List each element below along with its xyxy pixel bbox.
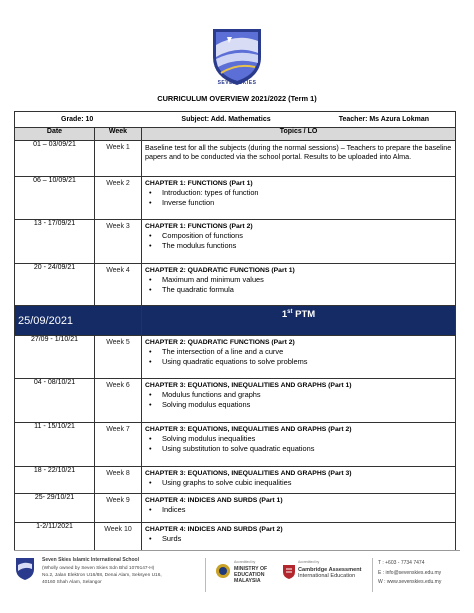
- table-row: [15, 379, 456, 423]
- row-topic: [142, 141, 456, 177]
- table-row: [15, 264, 456, 306]
- ptm-ordinal-suffix: st: [287, 309, 293, 315]
- moe-name: [234, 567, 267, 585]
- list-item: • Using substitution to solve quadratic equations: [145, 444, 452, 454]
- row-week: Week 1: [95, 141, 142, 177]
- row-week: Week 3: [95, 220, 142, 264]
- row-topic: [142, 177, 456, 220]
- row-topic: [142, 523, 456, 551]
- chapter-title: CHAPTER 4: INDICES AND SURDS (Part 1): [145, 497, 283, 504]
- chapter-title: CHAPTER 2: QUADRATIC FUNCTIONS (Part 1): [145, 267, 295, 274]
- row-date: 11 - 15/10/21: [15, 423, 95, 467]
- subject-label: Subject: Add. Mathematics: [181, 116, 271, 123]
- curriculum-table: [14, 111, 456, 551]
- table-row: [15, 494, 456, 523]
- chapter-title: CHAPTER 3: EQUATIONS, INEQUALITIES AND GRAPHS (Part 3): [145, 470, 352, 477]
- column-header-week: Week: [95, 128, 142, 141]
- cambridge-name-line: Cambridge Assessment: [298, 567, 362, 573]
- table-row: [15, 423, 456, 467]
- school-line: (Wholly owned by Seven Skies Sdn Bhd 1079147-H): [42, 565, 155, 571]
- teacher-label: Teacher: Ms Azura Lokman: [338, 116, 429, 123]
- school-address: [42, 557, 197, 586]
- cambridge-name-line: International Education: [298, 573, 356, 580]
- footer-separator: [372, 558, 373, 592]
- ptm-label: [142, 306, 456, 336]
- row-text: Baseline test for all the subjects (during the normal sessions) – Teachers to prepare the baseline papers and to be conducted via the school portal. Results to be uploaded into Alma.: [145, 143, 452, 162]
- row-date: 01 – 03/09/21: [15, 141, 95, 177]
- row-date: 06 – 10/09/21: [15, 177, 95, 220]
- list-item: • Inverse function: [145, 198, 452, 208]
- ptm-text: PTM: [292, 309, 316, 321]
- school-line: No.2, Jalan Elektron U16/88, Denai Alam, Seksyen U16,: [42, 572, 162, 578]
- row-date: 04 - 08/10/21: [15, 379, 95, 423]
- grade-label: Grade: 10: [61, 116, 94, 123]
- chapter-title: CHAPTER 3: EQUATIONS, INEQUALITIES AND GRAPHS (Part 2): [145, 426, 352, 433]
- row-topic: [142, 264, 456, 306]
- cambridge-shield-icon: [282, 564, 296, 580]
- row-week: Week 2: [95, 177, 142, 220]
- row-week: Week 9: [95, 494, 142, 523]
- table-row: [15, 336, 456, 379]
- school-line: 40160 Shah Alam, Selangor: [42, 579, 102, 585]
- ptm-date: 25/09/2021: [15, 306, 142, 336]
- page-footer: [0, 550, 474, 613]
- table-row: [15, 220, 456, 264]
- list-item: • Introduction: types of function: [145, 188, 452, 198]
- cambridge-accreditation: [282, 560, 366, 586]
- moe-name-line: MALAYSIA: [234, 577, 261, 584]
- list-item: • The quadratic formula: [145, 285, 452, 295]
- list-item: • Maximum and minimum values: [145, 275, 452, 285]
- row-date: 13 - 17/09/21: [15, 220, 95, 264]
- row-topic: [142, 379, 456, 423]
- contact-phone: T : +603 - 7734 7474: [378, 560, 425, 566]
- table-row: [15, 141, 456, 177]
- chapter-title: CHAPTER 2: QUADRATIC FUNCTIONS (Part 2): [145, 339, 295, 346]
- row-week: Week 7: [95, 423, 142, 467]
- moe-name-line: EDUCATION: [234, 571, 265, 578]
- row-week: Week 4: [95, 264, 142, 306]
- table-row: [15, 467, 456, 494]
- list-item: • Solving modulus equations: [145, 400, 452, 410]
- list-item: • Using graphs to solve cubic inequalities: [145, 478, 452, 488]
- list-item: • Using quadratic equations to solve problems: [145, 357, 452, 367]
- list-item: • Indices: [145, 505, 452, 515]
- column-header-topics: Topics / LO: [142, 128, 456, 141]
- footer-separator: [205, 558, 206, 592]
- table-row: [15, 523, 456, 551]
- row-date: 27/09 - 1/10/21: [15, 336, 95, 379]
- school-crest-small-icon: [14, 556, 36, 582]
- cambridge-name: [298, 567, 362, 580]
- row-week: Week 10: [95, 523, 142, 551]
- chapter-title: CHAPTER 1: FUNCTIONS (Part 1): [145, 180, 253, 187]
- chapter-title: CHAPTER 1: FUNCTIONS (Part 2): [145, 223, 253, 230]
- list-item: • The modulus functions: [145, 241, 452, 251]
- logo-text: SEVEN SKIES: [217, 80, 257, 86]
- contact-info: [378, 559, 441, 588]
- row-topic: [142, 467, 456, 494]
- ptm-banner-row: [15, 306, 456, 336]
- chapter-title: CHAPTER 4: INDICES AND SURDS (Part 2): [145, 526, 283, 533]
- contact-email: E : info@sevenskies.edu.my: [378, 569, 442, 576]
- row-topic: [142, 220, 456, 264]
- school-name: Seven Skies Islamic International School: [42, 557, 139, 563]
- row-week: Week 8: [95, 467, 142, 494]
- table-row: [15, 177, 456, 220]
- column-header-date: Date: [15, 128, 95, 141]
- cambridge-accredited-label: Accredited by: [298, 560, 320, 564]
- row-topic: [142, 494, 456, 523]
- table-header-row: [15, 128, 456, 141]
- footer-divider: [14, 550, 460, 551]
- ptm-ordinal: 1: [281, 309, 288, 321]
- row-date: 20 - 24/09/21: [15, 264, 95, 306]
- row-date: 1-2/11/2021: [15, 523, 95, 551]
- list-item: • Solving modulus inequalities: [145, 434, 452, 444]
- info-row: [15, 112, 456, 128]
- row-topic: [142, 423, 456, 467]
- moe-name-line: MINISTRY OF: [234, 566, 268, 572]
- row-week: Week 5: [95, 336, 142, 379]
- list-item: • The intersection of a line and a curve: [145, 347, 452, 357]
- row-date: 18 - 22/10/21: [15, 467, 95, 494]
- moe-crest-icon: [214, 562, 232, 580]
- list-item: • Modulus functions and graphs: [145, 390, 452, 400]
- list-item: • Surds: [145, 534, 452, 544]
- list-item: • Composition of functions: [145, 231, 452, 241]
- document-title: CURRICULUM OVERVIEW 2021/2022 (Term 1): [157, 94, 317, 103]
- moe-accredited-label: Accredited by: [234, 560, 256, 564]
- row-date: 25- 29/10/21: [15, 494, 95, 523]
- row-week: Week 6: [95, 379, 142, 423]
- contact-website: W : www.sevenskies.edu.my: [378, 579, 442, 585]
- chapter-title: CHAPTER 3: EQUATIONS, INEQUALITIES AND GRAPHS (Part 1): [145, 382, 352, 389]
- row-topic: [142, 336, 456, 379]
